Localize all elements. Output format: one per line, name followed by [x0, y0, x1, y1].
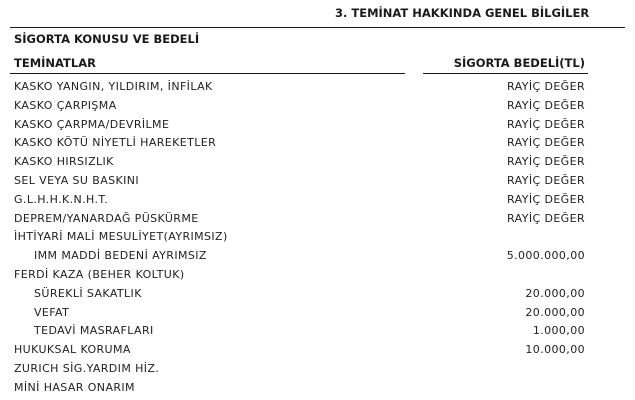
coverage-row [0, 247, 635, 266]
section-title: 3. TEMİNAT HAKKINDA GENEL BİLGİLER [335, 6, 590, 20]
coverage-list [0, 78, 635, 398]
coverage-label: SÜREKLİ SAKATLIK [34, 286, 142, 300]
coverage-row [0, 191, 635, 210]
coverage-amount: 10.000,00 [525, 343, 585, 357]
coverage-label: IMM MADDİ BEDENİ AYRIMSIZ [34, 249, 207, 263]
coverage-label: MİNİ HASAR ONARIM [14, 380, 135, 394]
coverage-row [0, 266, 635, 285]
coverage-row [0, 153, 635, 172]
coverage-label: KASKO HIRSIZLIK [14, 155, 114, 169]
subsection-title: SİGORTA KONUSU VE BEDELİ [14, 32, 200, 46]
coverage-label: KASKO KÖTÜ NİYETLİ HAREKETLER [14, 136, 217, 150]
coverage-amount: RAYİÇ DEĞER [507, 173, 585, 187]
coverage-row [0, 304, 635, 323]
coverage-label: FERDİ KAZA (BEHER KOLTUK) [14, 267, 185, 281]
coverage-amount: 20.000,00 [525, 305, 585, 319]
coverage-row [0, 285, 635, 304]
coverage-label: KASKO ÇARPMA/DEVRİLME [14, 117, 170, 131]
coverage-column-divider [10, 73, 405, 74]
coverage-row [0, 116, 635, 135]
coverage-amount: RAYİÇ DEĞER [507, 117, 585, 131]
coverage-row [0, 379, 635, 398]
coverage-label: KASKO YANGIN, YILDIRIM, İNFİLAK [14, 80, 213, 93]
coverage-label: KASKO ÇARPIŞMA [14, 98, 117, 112]
coverage-amount: RAYİÇ DEĞER [507, 80, 585, 93]
amount-column-header: SİGORTA BEDELİ(TL) [453, 56, 585, 70]
coverage-amount: 1.000,00 [532, 324, 585, 338]
coverage-row [0, 322, 635, 341]
coverage-amount: RAYİÇ DEĞER [507, 136, 585, 150]
coverage-label: VEFAT [34, 305, 70, 319]
coverage-label: İHTİYARİ MALİ MESULİYET(AYRIMSIZ) [14, 230, 228, 244]
coverage-amount: 5.000.000,00 [506, 249, 585, 263]
coverage-label: G.L.H.H.K.N.H.T. [14, 192, 109, 206]
coverage-label: DEPREM/YANARDAĞ PÜSKÜRME [14, 211, 199, 225]
coverage-amount: RAYİÇ DEĞER [507, 211, 585, 225]
coverage-label: ZURICH SİG.YARDIM HİZ. [14, 361, 160, 375]
coverage-row [0, 360, 635, 379]
coverage-label: HUKUKSAL KORUMA [14, 343, 131, 357]
coverage-amount: RAYİÇ DEĞER [507, 155, 585, 169]
coverage-amount: RAYİÇ DEĞER [507, 98, 585, 112]
coverage-amount: 20.000,00 [525, 286, 585, 300]
coverage-row [0, 134, 635, 153]
coverage-row [0, 210, 635, 229]
coverage-row [0, 341, 635, 360]
coverage-row [0, 78, 635, 97]
coverage-label: TEDAVİ MASRAFLARI [34, 324, 154, 338]
coverage-row [0, 228, 635, 247]
coverage-label: SEL VEYA SU BASKINI [14, 173, 140, 187]
coverage-column-header: TEMİNATLAR [14, 56, 96, 70]
amount-column-divider [423, 73, 588, 74]
coverage-amount: RAYİÇ DEĞER [507, 192, 585, 206]
top-divider [10, 27, 625, 28]
coverage-row [0, 172, 635, 191]
coverage-row [0, 97, 635, 116]
